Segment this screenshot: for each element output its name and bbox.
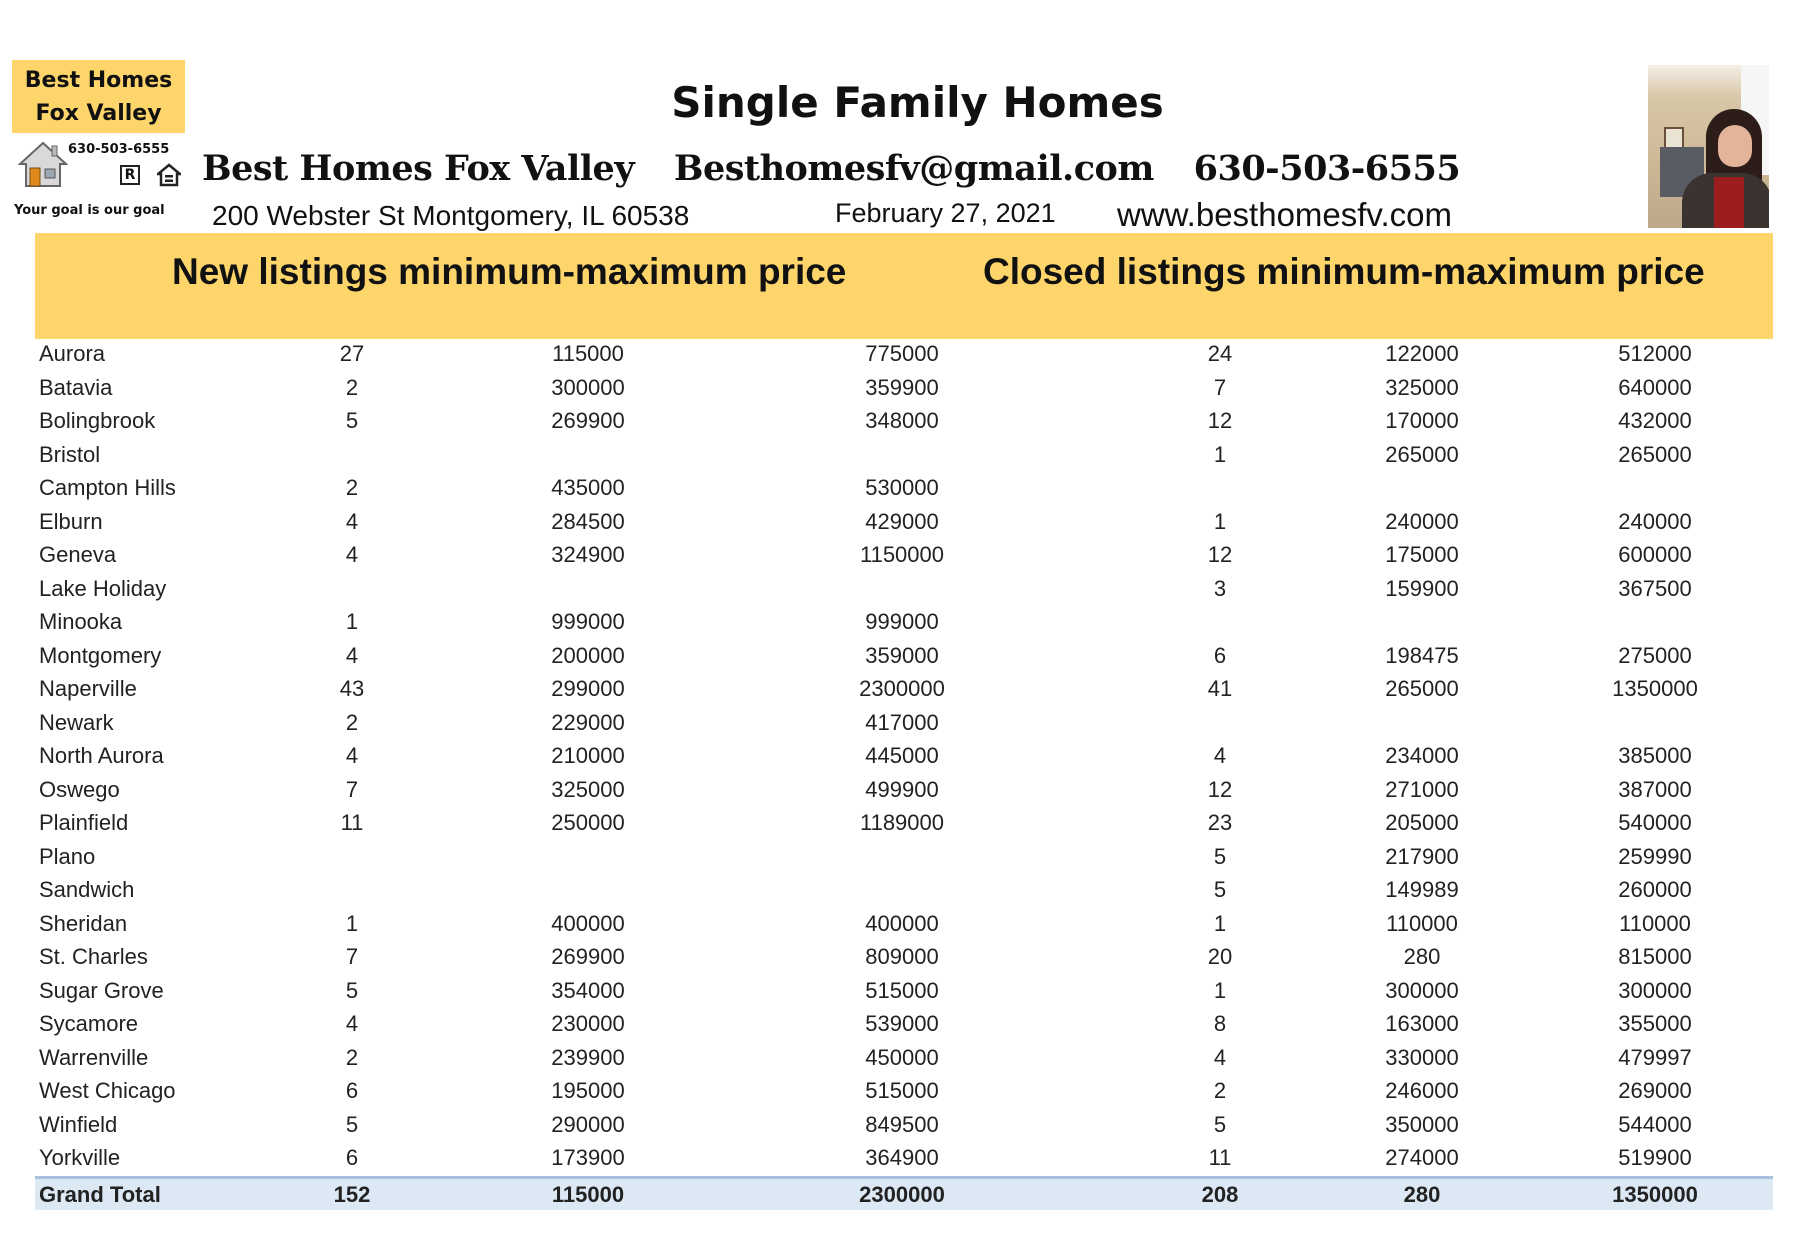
listings-table <box>35 337 1773 1210</box>
closed-max-price: 275000 <box>1618 642 1692 668</box>
closed-min-price: 246000 <box>1385 1078 1459 1103</box>
city-name: West Chicago <box>39 1078 176 1103</box>
new-min-price: 250000 <box>551 810 625 835</box>
closed-listings-count: 3 <box>1213 575 1227 601</box>
closed-max-price: 259990 <box>1618 843 1692 869</box>
house-icon <box>18 140 68 188</box>
city-name: Elburn <box>39 508 103 534</box>
table-row <box>35 672 1773 706</box>
new-listings-count: 2 <box>345 475 359 500</box>
new-listings-count: 4 <box>345 743 359 768</box>
new-min-price: 269900 <box>551 944 625 969</box>
new-max-price: 539000 <box>865 1011 939 1036</box>
closed-listings-count: 8 <box>1213 1011 1227 1036</box>
closed-max-price: 260000 <box>1618 877 1692 902</box>
photo-face <box>1718 125 1752 167</box>
new-listings-count: 6 <box>345 1078 359 1103</box>
new-min-price: 284500 <box>551 508 625 534</box>
closed-min-price: 265000 <box>1385 441 1459 467</box>
new-min-price: 210000 <box>551 743 625 768</box>
new-max-price: 429000 <box>865 508 939 534</box>
table-row <box>35 404 1773 438</box>
closed-min-price: 198475 <box>1385 642 1459 668</box>
closed-max-price: 367500 <box>1618 575 1692 601</box>
new-min-price: 300000 <box>551 374 625 400</box>
city-name: Warrenville <box>39 1044 149 1070</box>
closed-max-price: 269000 <box>1618 1078 1692 1103</box>
contact-phone: 630-503-6555 <box>1193 148 1461 189</box>
table-row <box>35 1141 1773 1175</box>
new-min-price: 325000 <box>551 776 625 802</box>
table-row <box>35 773 1773 807</box>
closed-listings-count: 5 <box>1213 843 1227 869</box>
table-row <box>35 572 1773 606</box>
closed-min-price: 234000 <box>1385 743 1459 768</box>
new-listings-count: 6 <box>345 1145 359 1170</box>
closed-max-price: 815000 <box>1618 944 1692 969</box>
closed-listings-count: 5 <box>1213 877 1227 902</box>
closed-listings-count: 1 <box>1213 977 1227 1003</box>
new-max-price: 445000 <box>865 743 939 768</box>
table-row <box>35 371 1773 405</box>
new-max-price: 359000 <box>865 642 939 668</box>
new-max-price: 400000 <box>865 910 939 936</box>
equal-housing-icon <box>157 163 181 187</box>
table-row <box>35 940 1773 974</box>
table-row <box>35 337 1773 371</box>
closed-max-price: 479997 <box>1618 1044 1692 1070</box>
city-name: Grand Total <box>39 1181 161 1207</box>
closed-max-price: 544000 <box>1618 1111 1692 1137</box>
closed-max-price: 387000 <box>1618 776 1692 802</box>
closed-min-price: 110000 <box>1386 910 1458 936</box>
closed-listings-count: 6 <box>1213 642 1227 668</box>
new-listings-count: 4 <box>345 1011 359 1036</box>
closed-max-price: 110000 <box>1619 910 1691 936</box>
closed-listings-count: 11 <box>1208 1145 1232 1170</box>
table-row <box>35 1041 1773 1075</box>
closed-max-price: 432000 <box>1618 408 1692 433</box>
report-date: February 27, 2021 <box>835 198 1056 228</box>
closed-listings-count: 23 <box>1207 810 1233 835</box>
new-max-price: 515000 <box>865 1078 939 1103</box>
contact-line <box>202 148 1488 189</box>
table-row <box>35 840 1773 874</box>
closed-listings-count: 12 <box>1207 408 1233 433</box>
city-name: Oswego <box>39 776 120 802</box>
closed-max-price: 640000 <box>1618 374 1692 400</box>
table-row <box>35 1108 1773 1142</box>
closed-listings-count: 4 <box>1213 743 1227 768</box>
city-name: Aurora <box>39 341 106 366</box>
new-min-price: 115000 <box>552 341 624 366</box>
table-row <box>35 1007 1773 1041</box>
closed-max-price: 355000 <box>1618 1011 1692 1036</box>
closed-listings-count: 12 <box>1207 542 1233 567</box>
table-row <box>35 639 1773 673</box>
table-row <box>35 471 1773 505</box>
new-listings-count: 5 <box>345 1111 359 1137</box>
closed-min-price: 325000 <box>1385 374 1459 400</box>
closed-max-price: 512000 <box>1618 341 1692 366</box>
photo-frame <box>1664 127 1684 149</box>
closed-min-price: 265000 <box>1385 676 1459 701</box>
closed-listings-count: 20 <box>1207 944 1233 969</box>
table-row <box>35 974 1773 1008</box>
page-title: Single Family Homes <box>671 78 1164 127</box>
new-listings-count: 5 <box>345 977 359 1003</box>
table-row <box>35 538 1773 572</box>
city-name: Batavia <box>39 374 113 400</box>
new-min-price: 195000 <box>551 1078 625 1103</box>
closed-max-price: 519900 <box>1618 1145 1692 1170</box>
closed-max-price: 385000 <box>1618 743 1692 768</box>
new-min-price: 229000 <box>551 709 625 735</box>
new-min-price: 354000 <box>551 977 625 1003</box>
new-max-price: 364900 <box>865 1145 939 1170</box>
closed-max-price: 600000 <box>1618 542 1692 567</box>
closed-listings-count: 208 <box>1201 1181 1239 1207</box>
closed-listings-count: 24 <box>1207 341 1233 366</box>
closed-min-price: 274000 <box>1385 1145 1459 1170</box>
closed-min-price: 300000 <box>1385 977 1459 1003</box>
closed-min-price: 205000 <box>1385 810 1459 835</box>
city-name: Montgomery <box>39 642 162 668</box>
city-name: St. Charles <box>39 944 148 969</box>
table-row <box>35 438 1773 472</box>
closed-min-price: 170000 <box>1385 408 1459 433</box>
logo-tagline: Your goal is our goal <box>14 203 165 218</box>
new-listings-count: 2 <box>345 709 359 735</box>
new-max-price: 775000 <box>865 341 939 366</box>
closed-listings-count: 7 <box>1213 374 1227 400</box>
new-listings-count: 1 <box>345 910 359 936</box>
closed-max-price: 265000 <box>1618 441 1692 467</box>
closed-min-price: 280 <box>1403 944 1441 969</box>
closed-min-price: 280 <box>1403 1181 1441 1207</box>
closed-max-price: 1350000 <box>1612 676 1698 701</box>
new-max-price: 530000 <box>865 475 939 500</box>
new-listings-count: 4 <box>345 642 359 668</box>
new-min-price: 435000 <box>551 475 625 500</box>
closed-listings-count: 41 <box>1207 676 1233 701</box>
new-min-price: 400000 <box>551 910 625 936</box>
closed-listings-count: 1 <box>1213 910 1227 936</box>
new-listings-count: 11 <box>340 810 364 835</box>
city-name: Naperville <box>39 676 137 701</box>
city-name: Sheridan <box>39 910 128 936</box>
office-address: 200 Webster St Montgomery, IL 60538 <box>212 200 690 231</box>
closed-listings-count: 4 <box>1213 1044 1227 1070</box>
city-name: Sandwich <box>39 877 135 902</box>
closed-min-price: 271000 <box>1385 776 1459 802</box>
new-min-price: 115000 <box>551 1181 625 1207</box>
city-name: Bolingbrook <box>39 408 156 433</box>
new-min-price: 200000 <box>551 642 625 668</box>
website-link[interactable]: www.besthomesfv.com <box>1117 196 1452 233</box>
new-max-price: 348000 <box>865 408 939 433</box>
city-name: Campton Hills <box>39 475 176 500</box>
new-max-price: 499900 <box>865 776 939 802</box>
closed-min-price: 149989 <box>1385 877 1459 902</box>
closed-listings-count: 5 <box>1213 1111 1227 1137</box>
new-listings-count: 4 <box>345 542 359 567</box>
table-row <box>35 1074 1773 1108</box>
table-row <box>35 739 1773 773</box>
closed-max-price: 300000 <box>1618 977 1692 1003</box>
closed-min-price: 122000 <box>1385 341 1459 366</box>
new-max-price: 1189000 <box>859 810 944 835</box>
header-new-listings: New listings minimum-maximum price <box>172 251 847 292</box>
city-name: Sugar Grove <box>39 977 164 1003</box>
closed-listings-count: 1 <box>1213 508 1227 534</box>
city-name: North Aurora <box>39 743 164 768</box>
new-min-price: 269900 <box>551 408 625 433</box>
closed-min-price: 330000 <box>1385 1044 1459 1070</box>
new-listings-count: 7 <box>345 776 359 802</box>
city-name: Winfield <box>39 1111 118 1137</box>
new-max-price: 999000 <box>865 609 939 634</box>
logo-phone: 630-503-6555 <box>68 142 170 157</box>
new-min-price: 324900 <box>551 542 625 567</box>
table-header-band <box>35 233 1773 339</box>
new-listings-count: 27 <box>339 341 365 366</box>
table-row <box>35 505 1773 539</box>
agent-photo <box>1648 65 1769 228</box>
closed-listings-count: 1 <box>1213 441 1227 467</box>
new-max-price: 1150000 <box>859 542 944 567</box>
grand-total-row <box>35 1176 1773 1210</box>
city-name: Sycamore <box>39 1011 139 1036</box>
table-row <box>35 605 1773 639</box>
new-min-price: 999000 <box>551 609 625 634</box>
logo-line-2: Fox Valley <box>35 100 162 126</box>
table-row <box>35 873 1773 907</box>
new-max-price: 849500 <box>865 1111 939 1137</box>
city-name: Plano <box>39 843 96 869</box>
new-listings-count: 7 <box>345 944 359 969</box>
city-name: Yorkville <box>39 1145 121 1170</box>
closed-min-price: 240000 <box>1385 508 1459 534</box>
closed-listings-count: 12 <box>1207 776 1233 802</box>
table-row <box>35 806 1773 840</box>
new-listings-count: 2 <box>345 374 359 400</box>
contact-email[interactable]: Besthomesfv@gmail.com <box>673 148 1154 189</box>
new-max-price: 359900 <box>865 374 939 400</box>
new-min-price: 173900 <box>551 1145 625 1170</box>
new-min-price: 230000 <box>551 1011 625 1036</box>
logo-line-1: Best Homes <box>24 67 173 93</box>
header-closed-listings: Closed listings minimum-maximum price <box>983 251 1705 292</box>
city-name: Bristol <box>39 441 101 467</box>
closed-min-price: 175000 <box>1385 542 1459 567</box>
new-listings-count: 2 <box>345 1044 359 1070</box>
closed-min-price: 217900 <box>1385 843 1459 869</box>
city-name: Geneva <box>39 542 117 567</box>
new-max-price: 2300000 <box>859 676 945 701</box>
photo-shirt <box>1714 177 1744 228</box>
new-min-price: 290000 <box>551 1111 625 1137</box>
new-listings-count: 1 <box>345 609 359 634</box>
new-min-price: 299000 <box>551 676 625 701</box>
new-max-price: 515000 <box>865 977 939 1003</box>
new-max-price: 450000 <box>865 1044 939 1070</box>
city-name: Lake Holiday <box>39 575 167 601</box>
new-max-price: 417000 <box>865 709 939 735</box>
new-listings-count: 43 <box>339 676 365 701</box>
new-listings-count: 5 <box>345 408 359 433</box>
closed-min-price: 350000 <box>1385 1111 1459 1137</box>
new-max-price: 809000 <box>865 944 939 969</box>
closed-max-price: 240000 <box>1618 508 1692 534</box>
city-name: Plainfield <box>39 810 129 835</box>
closed-max-price: 540000 <box>1618 810 1692 835</box>
new-min-price: 239900 <box>551 1044 625 1070</box>
brand-name: Best Homes Fox Valley <box>202 148 635 189</box>
table-row <box>35 907 1773 941</box>
closed-min-price: 159900 <box>1385 575 1459 601</box>
realtor-icon: R <box>120 165 140 185</box>
city-name: Newark <box>39 709 114 735</box>
closed-min-price: 163000 <box>1385 1011 1459 1036</box>
new-max-price: 2300000 <box>859 1181 945 1207</box>
new-listings-count: 4 <box>345 508 359 534</box>
city-name: Minooka <box>39 609 123 634</box>
new-listings-count: 152 <box>333 1181 371 1207</box>
closed-max-price: 1350000 <box>1612 1181 1698 1207</box>
table-row <box>35 706 1773 740</box>
closed-listings-count: 2 <box>1213 1078 1227 1103</box>
